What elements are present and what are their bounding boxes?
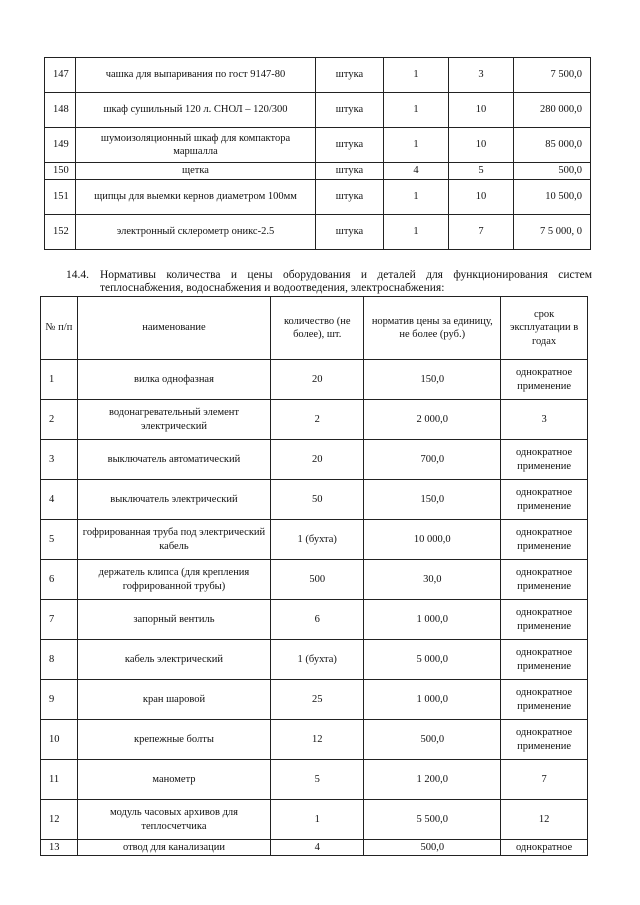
- table-row: [41, 520, 588, 560]
- item-name: гофрированная труба под электрический кабель: [77, 520, 270, 560]
- item-unit: штука: [316, 215, 384, 250]
- table-row: [41, 360, 588, 400]
- item-price: 280 000,0: [514, 93, 591, 128]
- item-name: вилка однофазная: [77, 360, 270, 400]
- row-number: 152: [45, 215, 76, 250]
- table-row: [41, 640, 588, 680]
- table-header-row: [41, 297, 588, 360]
- table-row: [41, 720, 588, 760]
- item-price: 30,0: [364, 560, 501, 600]
- item-service-life: однократное применение: [501, 520, 588, 560]
- item-name: модуль часовых архивов для теплосчетчика: [77, 800, 270, 840]
- item-name: щипцы для выемки кернов диаметром 100мм: [76, 180, 316, 215]
- item-unit: штука: [316, 58, 384, 93]
- table-row: [41, 400, 588, 440]
- item-unit: штука: [316, 93, 384, 128]
- item-price: 1 000,0: [364, 600, 501, 640]
- item-name: держатель клипса (для крепления гофрированной трубы): [77, 560, 270, 600]
- item-quantity: 5: [271, 760, 364, 800]
- table-row: [41, 600, 588, 640]
- table-row: [41, 800, 588, 840]
- item-price: 10 500,0: [514, 180, 591, 215]
- table-row: [41, 480, 588, 520]
- table-row: [41, 760, 588, 800]
- item-quantity: 50: [271, 480, 364, 520]
- item-price: 5 500,0: [364, 800, 501, 840]
- item-service-life: 7: [501, 760, 588, 800]
- header-quantity: количество (не более), шт.: [271, 297, 364, 360]
- item-service-life: однократное: [501, 840, 588, 856]
- item-price: 85 000,0: [514, 128, 591, 163]
- row-number: 151: [45, 180, 76, 215]
- utility-parts-table-body: [41, 360, 588, 856]
- item-quantity: 12: [271, 720, 364, 760]
- item-quantity: 1: [384, 58, 449, 93]
- item-quantity: 25: [271, 680, 364, 720]
- item-name: манометр: [77, 760, 270, 800]
- section-heading: [66, 269, 592, 295]
- item-quantity: 500: [271, 560, 364, 600]
- item-name: шкаф сушильный 120 л. СНОЛ – 120/300: [76, 93, 316, 128]
- item-unit: штука: [316, 163, 384, 180]
- item-quantity: 1: [271, 800, 364, 840]
- item-quantity: 6: [271, 600, 364, 640]
- row-number: 1: [41, 360, 78, 400]
- item-price: 150,0: [364, 480, 501, 520]
- table-row: [41, 840, 588, 856]
- table-row: [45, 58, 591, 93]
- item-quantity: 4: [271, 840, 364, 856]
- utility-parts-table: [40, 296, 588, 856]
- row-number: 2: [41, 400, 78, 440]
- header-service-life: срок эксплуатации в годах: [501, 297, 588, 360]
- item-price: 500,0: [364, 720, 501, 760]
- item-service-life: однократное применение: [501, 440, 588, 480]
- item-service-life: однократное применение: [501, 480, 588, 520]
- item-price: 500,0: [364, 840, 501, 856]
- item-service-years: 5: [449, 163, 514, 180]
- item-quantity: 1 (бухта): [271, 640, 364, 680]
- item-price: 700,0: [364, 440, 501, 480]
- header-name: наименование: [77, 297, 270, 360]
- row-number: 6: [41, 560, 78, 600]
- item-service-life: однократное применение: [501, 720, 588, 760]
- item-name: кабель электрический: [77, 640, 270, 680]
- row-number: 5: [41, 520, 78, 560]
- item-name: выключатель электрический: [77, 480, 270, 520]
- item-service-life: 3: [501, 400, 588, 440]
- table-row: [45, 180, 591, 215]
- row-number: 7: [41, 600, 78, 640]
- row-number: 150: [45, 163, 76, 180]
- item-name: шумоизоляционный шкаф для компактора маршалла: [76, 128, 316, 163]
- item-service-life: 12: [501, 800, 588, 840]
- item-unit: штука: [316, 128, 384, 163]
- table-row: [41, 560, 588, 600]
- item-quantity: 1: [384, 215, 449, 250]
- item-service-life: однократное применение: [501, 680, 588, 720]
- item-name: чашка для выпаривания по гост 9147-80: [76, 58, 316, 93]
- item-service-years: 3: [449, 58, 514, 93]
- item-price: 7 500,0: [514, 58, 591, 93]
- item-name: щетка: [76, 163, 316, 180]
- item-quantity: 20: [271, 360, 364, 400]
- table-row: [45, 163, 591, 180]
- item-unit: штука: [316, 180, 384, 215]
- item-service-life: однократное применение: [501, 640, 588, 680]
- item-price: 2 000,0: [364, 400, 501, 440]
- item-name: электронный склерометр оникс-2.5: [76, 215, 316, 250]
- item-name: запорный вентиль: [77, 600, 270, 640]
- item-quantity: 1 (бухта): [271, 520, 364, 560]
- item-name: крепежные болты: [77, 720, 270, 760]
- item-quantity: 4: [384, 163, 449, 180]
- row-number: 3: [41, 440, 78, 480]
- row-number: 147: [45, 58, 76, 93]
- table-row: [45, 93, 591, 128]
- row-number: 11: [41, 760, 78, 800]
- item-service-years: 10: [449, 180, 514, 215]
- header-price: норматив цены за единицу, не более (руб.): [364, 297, 501, 360]
- item-price: 1 200,0: [364, 760, 501, 800]
- item-price: 5 000,0: [364, 640, 501, 680]
- item-name: водонагревательный элемент электрический: [77, 400, 270, 440]
- row-number: 149: [45, 128, 76, 163]
- item-name: отвод для канализации: [77, 840, 270, 856]
- equipment-table-body: [45, 58, 591, 250]
- item-price: 10 000,0: [364, 520, 501, 560]
- item-service-life: однократное применение: [501, 600, 588, 640]
- table-row: [41, 440, 588, 480]
- row-number: 4: [41, 480, 78, 520]
- item-price: 150,0: [364, 360, 501, 400]
- item-quantity: 1: [384, 180, 449, 215]
- item-quantity: 2: [271, 400, 364, 440]
- item-service-life: однократное применение: [501, 360, 588, 400]
- item-quantity: 20: [271, 440, 364, 480]
- table-row: [41, 680, 588, 720]
- item-service-years: 7: [449, 215, 514, 250]
- table-row: [45, 215, 591, 250]
- equipment-table-continued: [44, 57, 591, 250]
- item-service-life: однократное применение: [501, 560, 588, 600]
- section-number: 14.4.: [66, 269, 89, 281]
- item-service-years: 10: [449, 128, 514, 163]
- item-quantity: 1: [384, 93, 449, 128]
- row-number: 10: [41, 720, 78, 760]
- section-title: Нормативы количества и цены оборудования и деталей для функционирования систем теплоснабжения, водоснабжения и водоотведения, электроснабжения:: [100, 269, 592, 294]
- header-number: № п/п: [41, 297, 78, 360]
- item-price: 1 000,0: [364, 680, 501, 720]
- row-number: 9: [41, 680, 78, 720]
- item-name: выключатель автоматический: [77, 440, 270, 480]
- table-row: [45, 128, 591, 163]
- row-number: 13: [41, 840, 78, 856]
- row-number: 148: [45, 93, 76, 128]
- row-number: 12: [41, 800, 78, 840]
- item-service-years: 10: [449, 93, 514, 128]
- item-price: 7 5 000, 0: [514, 215, 591, 250]
- item-quantity: 1: [384, 128, 449, 163]
- item-price: 500,0: [514, 163, 591, 180]
- item-name: кран шаровой: [77, 680, 270, 720]
- row-number: 8: [41, 640, 78, 680]
